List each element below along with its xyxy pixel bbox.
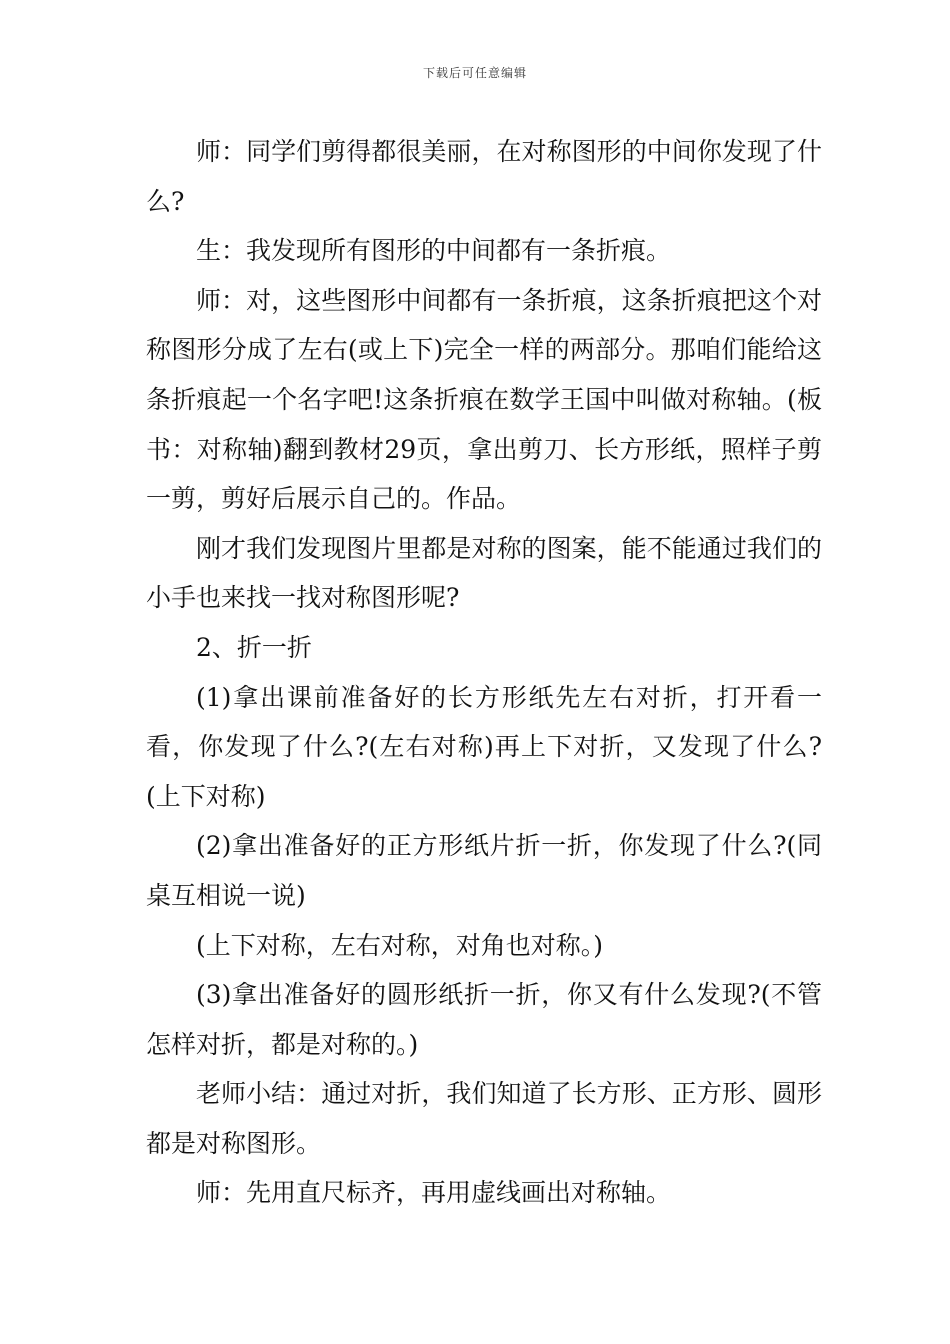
paragraph-circle-fold: (3)拿出准备好的圆形纸折一折，你又有什么发现?(不管怎样对折，都是对称的。) [146,980,822,1059]
paragraph-teacher-question: 师：同学们剪得都很美丽，在对称图形的中间你发现了什么? [146,137,822,216]
paragraph-student-answer: 生：我发现所有图形的中间都有一条折痕。 [196,236,672,266]
paragraph-fold-heading: 2、折一折 [196,632,312,662]
document-body [146,127,822,1218]
paragraph-find-symmetry: 刚才我们发现图片里都是对称的图案，能不能通过我们的小手也来找一找对称图形呢? [146,533,822,613]
paragraph-square-answer: (上下对称，左右对称，对角也对称。) [196,930,604,960]
paragraph-symmetry-axis: 师：对，这些图形中间都有一条折痕，这条折痕把这个对称图形分成了左右(或上下)完全一样的两部分。那咱们能给这条折痕起一个名字吧!这条折痕在数学王国中叫做对称轴。(板书：对称轴)翻到教材29页，拿出剪刀、长方形纸，照样子剪一剪，剪好后展示自己的。作品。 [146,285,822,514]
paragraph-draw-axis: 师：先用直尺标齐，再用虚线画出对称轴。 [196,1178,672,1208]
paragraph-square-fold: (2)拿出准备好的正方形纸片折一折，你发现了什么?(同桌互相说一说) [146,831,822,910]
page-header: 下载后可任意编辑 [422,66,527,80]
paragraph-summary: 老师小结：通过对折，我们知道了长方形、正方形、圆形都是对称图形。 [146,1079,822,1158]
paragraph-rectangle-fold: (1)拿出课前准备好的长方形纸先左右对折，打开看一看，你发现了什么?(左右对称)再上下对折，又发现了什么?(上下对称) [146,682,822,811]
